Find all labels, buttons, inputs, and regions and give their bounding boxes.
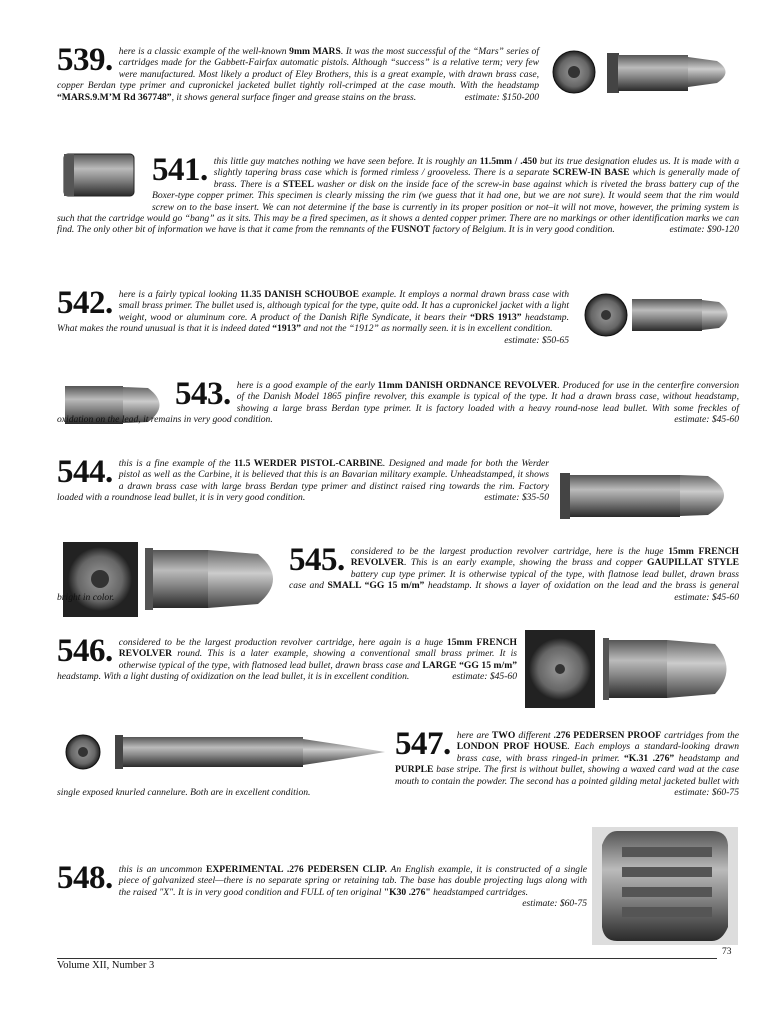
- entry-539: [57, 42, 739, 103]
- estimate: estimate: $45-60: [452, 671, 517, 683]
- lot-number: 542.: [57, 285, 113, 321]
- bold-term: 11.5 WERDER PISTOL-CARBINE: [234, 458, 383, 469]
- bold-term: TWO: [491, 730, 516, 741]
- bold-term: 11.5mm / .450: [479, 156, 538, 167]
- text-run: . This is an early example, showing the brass and copper: [404, 557, 647, 569]
- entry-548: [57, 860, 587, 910]
- estimate: estimate: $150-200: [464, 91, 539, 103]
- entry-text: [57, 285, 570, 335]
- text-run: here is a fairly typical looking: [118, 289, 241, 300]
- lot-number: 548.: [57, 860, 113, 896]
- text-run: battery cup type primer. It is otherwise typical of the type, with flatnose lead bullet, drawn brass case and: [289, 568, 739, 592]
- bold-term: EXPERIMENTAL .276 PEDERSEN CLIP.: [205, 864, 387, 875]
- text-run: this little guy matches nothing we have seen before. It is roughly an: [213, 156, 480, 167]
- lot-number: 547.: [395, 726, 451, 762]
- bold-term: “1913”: [272, 323, 301, 335]
- footer-rule: [57, 958, 717, 959]
- bold-term: "K30 .276": [383, 886, 431, 898]
- text-run: this is a fine example of the: [118, 458, 235, 469]
- cartridge-clip-548-photo: [592, 827, 738, 945]
- entry-547: [57, 726, 740, 799]
- text-run: example. It employs a normal drawn brass case with small brass primer. The bullet used is, although typical for the type, quite odd. It has a cupronickel jacket with a light weight, wood or aluminum core. A product of the Danish Rifle Syndicate, it bears their: [118, 289, 569, 323]
- bold-term: “K.31 .276”: [623, 752, 675, 764]
- entry-text: [119, 864, 587, 898]
- lot-number: 539.: [57, 42, 113, 78]
- lot-number: 546.: [57, 633, 113, 669]
- bold-term: .276 PEDERSEN PROOF: [553, 730, 662, 741]
- text-run: headstamped cartridges.: [430, 886, 528, 898]
- estimate: estimate: $90-120: [669, 224, 739, 236]
- estimate: estimate: $60-75: [674, 787, 739, 799]
- lot-number: 544.: [57, 454, 113, 490]
- text-run: washer or disk on the inside face of the screw-in base against which is riveted the brass battery cup of the Boxer-type copper primer. This specimen is clearly missing the rim (we guess that it had one, but we are not sure). It would seem that the rim would screw on to the base insert. We can not determine if the base is currently in its proper position or not–it will not move, however, the priming system is such that the cartridge would go “bang” as it sits. This may be a fired specimen, as it shows a dented copper primer. There are no markings or other identification marks we can find. The only other bit of information we have is that it came from the remnants of the: [57, 178, 739, 236]
- text-run: headstamp. With a light dusting of oxidization on the lead bullet, it is in excellent condition.: [57, 671, 410, 683]
- bold-term: SMALL “GG 15 m/m”: [327, 580, 425, 592]
- text-run: different: [515, 730, 554, 741]
- text-run: round. This is a later example, showing a conventional small brass primer. It is otherwise typical of the type, with flatnosed lead bullet, drawn brass case and: [118, 648, 517, 671]
- bold-term: 15mm FRENCH REVOLVER: [350, 546, 740, 569]
- bold-term: LARGE “GG 15 m/m”: [422, 659, 518, 671]
- entry-544: [57, 454, 739, 538]
- entry-542: [57, 285, 739, 369]
- text-run: this is an uncommon: [118, 864, 206, 875]
- text-run: cartridges from the: [661, 730, 739, 741]
- entry-543: [57, 376, 740, 426]
- text-run: headstamp and: [674, 752, 739, 764]
- text-run: but its true designation eludes us. It is made with a slightly tapering brass case which is formed rimless / grooveless. There is a separate: [213, 156, 740, 179]
- lot-number: 545.: [289, 542, 345, 578]
- entry-546: [57, 633, 739, 717]
- lot-number: 541.: [152, 152, 208, 188]
- bold-term: GAUPILLAT STYLE: [646, 557, 739, 569]
- bold-term: PURPLE: [395, 764, 434, 776]
- page-number: 73: [722, 947, 732, 957]
- text-run: considered to be the largest production revolver cartridge, here again is a huge: [118, 637, 447, 648]
- text-run: . Designed and made for both the Werder pistol as well as the Carbine, it is believed that this is an Bavarian military example. Unheadstamped, it shows a drawn brass case with large brass Berdan type primer and distinct raised ring towards the rim. Factory loaded with a roundnose lead bullet, it is in very good condition.: [57, 458, 549, 504]
- text-run: , it shows general surface finger and grease stains on the brass.: [171, 91, 417, 103]
- volume-info: Volume XII, Number 3: [57, 960, 155, 971]
- text-run: considered to be the largest production revolver cartridge, here is the huge: [350, 546, 669, 557]
- bold-term: STEEL: [282, 178, 314, 190]
- bold-term: 11.35 DANISH SCHOUBOE: [240, 289, 359, 300]
- text-run: . It was the most successful of the “Mars” series of cartridges made for the Gabbett-Fairfax automatic pistols. Although “success” is a relative term; very few were manufactured. Most likely a product of Eley Brothers, this is a great example, with drawn brass case, copper Berdan type primer and cupronickel jacketed bullet tightly roll-crimped at the case mouth. With the headstamp: [57, 46, 539, 92]
- text-run: . Each employs a standard-looking drawn brass case, with brass ringed-in primer.: [456, 741, 740, 764]
- estimate: estimate: $45-60: [674, 414, 739, 426]
- bold-term: 15mm FRENCH REVOLVER: [118, 637, 518, 660]
- text-run: headstamp. What makes the round unusual is that it is indeed dated: [57, 311, 570, 335]
- text-run: headstamp. It shows a layer of oxidation on the lead and the brass is general bright in color.: [57, 580, 739, 603]
- estimate: estimate: $35-50: [484, 492, 549, 504]
- bold-term: “MARS.9.M’M Rd 367748”: [57, 91, 172, 103]
- lot-number: 543.: [175, 376, 231, 412]
- estimate: estimate: $45-60: [674, 591, 739, 603]
- entry-541: [57, 152, 740, 236]
- text-run: base stripe. The first is without bullet, showing a waxed card wad at the case mouth to contain the powder. The second has a pointed gilding metal jacketed bullet with single exposed knurled cannelure. Both are in excellent condition.: [57, 764, 739, 799]
- bold-term: “DRS 1913”: [470, 311, 522, 323]
- bold-term: LONDON PROF HOUSE: [456, 741, 568, 753]
- text-run: here is a good example of the early: [236, 380, 378, 391]
- text-run: and not the “1912” as normally seen. it is in excellent condition.: [301, 323, 553, 335]
- entry-545: [57, 542, 740, 603]
- text-run: which is generally made of brass. There is a: [213, 167, 740, 190]
- bold-term: FUSNOT: [391, 224, 431, 236]
- text-run: . Produced for use in the centerfire conversion of the Danish Model 1865 pinfire revolver, this example is typical of the type. It had a drawn brass case, without headstamp, showing a large brass Berdan type primer. It is factory loaded with a heavy round-nose lead bullet. With some freckles of oxidation on the lead, it remains in very good condition.: [57, 380, 740, 426]
- text-run: here is a classic example of the well-known: [118, 46, 290, 57]
- text-run: An English example, it is constructed of a single piece of galvanized steel—there is no separate spring or retaining tab. The base has double projecting lugs along with the raised "X". It is in very good condition and FULL of ten original: [118, 864, 587, 898]
- text-run: here are: [456, 730, 492, 741]
- bold-term: 9mm MARS: [289, 46, 341, 57]
- estimate: estimate: $50-65: [504, 334, 569, 346]
- bold-term: SCREW-IN BASE: [552, 167, 630, 179]
- estimate: estimate: $60-75: [522, 898, 587, 910]
- text-run: factory of Belgium. It is in very good condition.: [430, 224, 615, 236]
- bold-term: 11mm DANISH ORDNANCE REVOLVER: [377, 380, 558, 391]
